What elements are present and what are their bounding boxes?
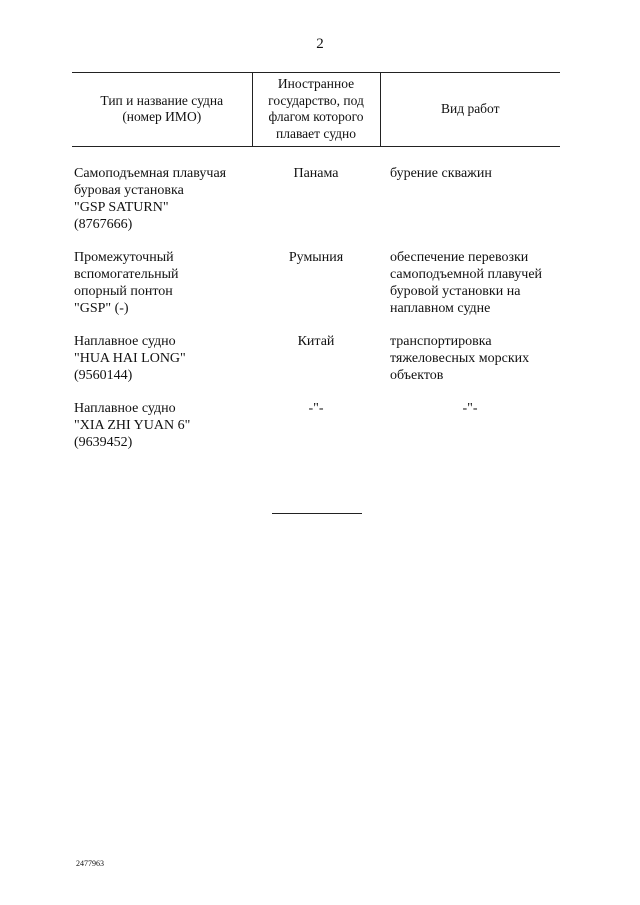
vessel-cell xyxy=(72,400,252,467)
work-type-line: буровой установки на xyxy=(390,284,521,299)
work-type-cell xyxy=(380,400,560,467)
footer-document-code: 2477963 xyxy=(76,859,104,868)
header-line: Иностранное xyxy=(277,76,355,91)
header-line: флагом которого xyxy=(268,109,364,124)
work-type-line: транспортировка xyxy=(390,334,492,349)
vessel-line: "GSP SATURN" xyxy=(74,200,169,215)
vessel-line: Промежуточный xyxy=(74,250,174,265)
vessel-line: (9560144) xyxy=(74,368,133,383)
vessel-line: "XIA ZHI YUAN 6" xyxy=(74,418,191,433)
vessels-table xyxy=(72,72,560,467)
vessel-line: Наплавное судно xyxy=(74,401,176,416)
header-flag-state xyxy=(252,73,380,147)
vessel-line: "GSP" (-) xyxy=(74,301,129,316)
vessel-cell xyxy=(72,147,252,250)
vessel-line: буровая установка xyxy=(74,183,184,198)
table-row xyxy=(72,400,560,467)
work-type-line: обеспечение перевозки xyxy=(390,250,529,265)
flag-state-cell xyxy=(252,147,380,250)
vessel-line: вспомогательный xyxy=(74,267,179,282)
vessel-line: "HUA HAI LONG" xyxy=(74,351,186,366)
work-type-cell xyxy=(380,249,560,333)
vessel-line: опорный понтон xyxy=(74,284,173,299)
header-line: Вид работ xyxy=(440,100,500,116)
work-type-line: наплавном судне xyxy=(390,301,491,316)
flag-state-text: Китай xyxy=(297,334,335,349)
flag-state-text: -"- xyxy=(308,401,324,416)
work-type-line: тяжеловесных морских xyxy=(390,351,530,366)
header-work-type xyxy=(380,73,560,147)
header-line: Тип и название судна xyxy=(100,92,224,108)
vessel-line: Самоподъемная плавучая xyxy=(74,166,227,181)
vessel-cell xyxy=(72,249,252,333)
table-row xyxy=(72,333,560,400)
table-row xyxy=(72,249,560,333)
work-type-cell xyxy=(380,147,560,250)
table-row xyxy=(72,147,560,250)
vessel-line: Наплавное судно xyxy=(74,334,176,349)
flag-state-cell xyxy=(252,333,380,400)
end-of-document-rule xyxy=(272,513,362,514)
flag-state-text: Румыния xyxy=(288,250,344,265)
work-type-line: объектов xyxy=(390,368,444,383)
vessel-cell xyxy=(72,333,252,400)
table-header-row xyxy=(72,73,560,147)
flag-state-cell xyxy=(252,400,380,467)
work-type-line: бурение скважин xyxy=(390,166,492,181)
header-line: государство, под xyxy=(268,92,364,108)
vessel-line: (9639452) xyxy=(74,435,133,450)
work-type-line: самоподъемной плавучей xyxy=(390,267,543,282)
flag-state-cell xyxy=(252,249,380,333)
vessel-line: (8767666) xyxy=(74,217,133,232)
work-type-line: -"- xyxy=(462,401,478,416)
work-type-cell xyxy=(380,333,560,400)
page-number: 2 xyxy=(316,36,324,52)
flag-state-text: Панама xyxy=(293,166,339,181)
header-vessel xyxy=(72,73,252,147)
header-line: плавает судно xyxy=(276,125,356,141)
header-line: (номер ИМО) xyxy=(122,109,202,124)
